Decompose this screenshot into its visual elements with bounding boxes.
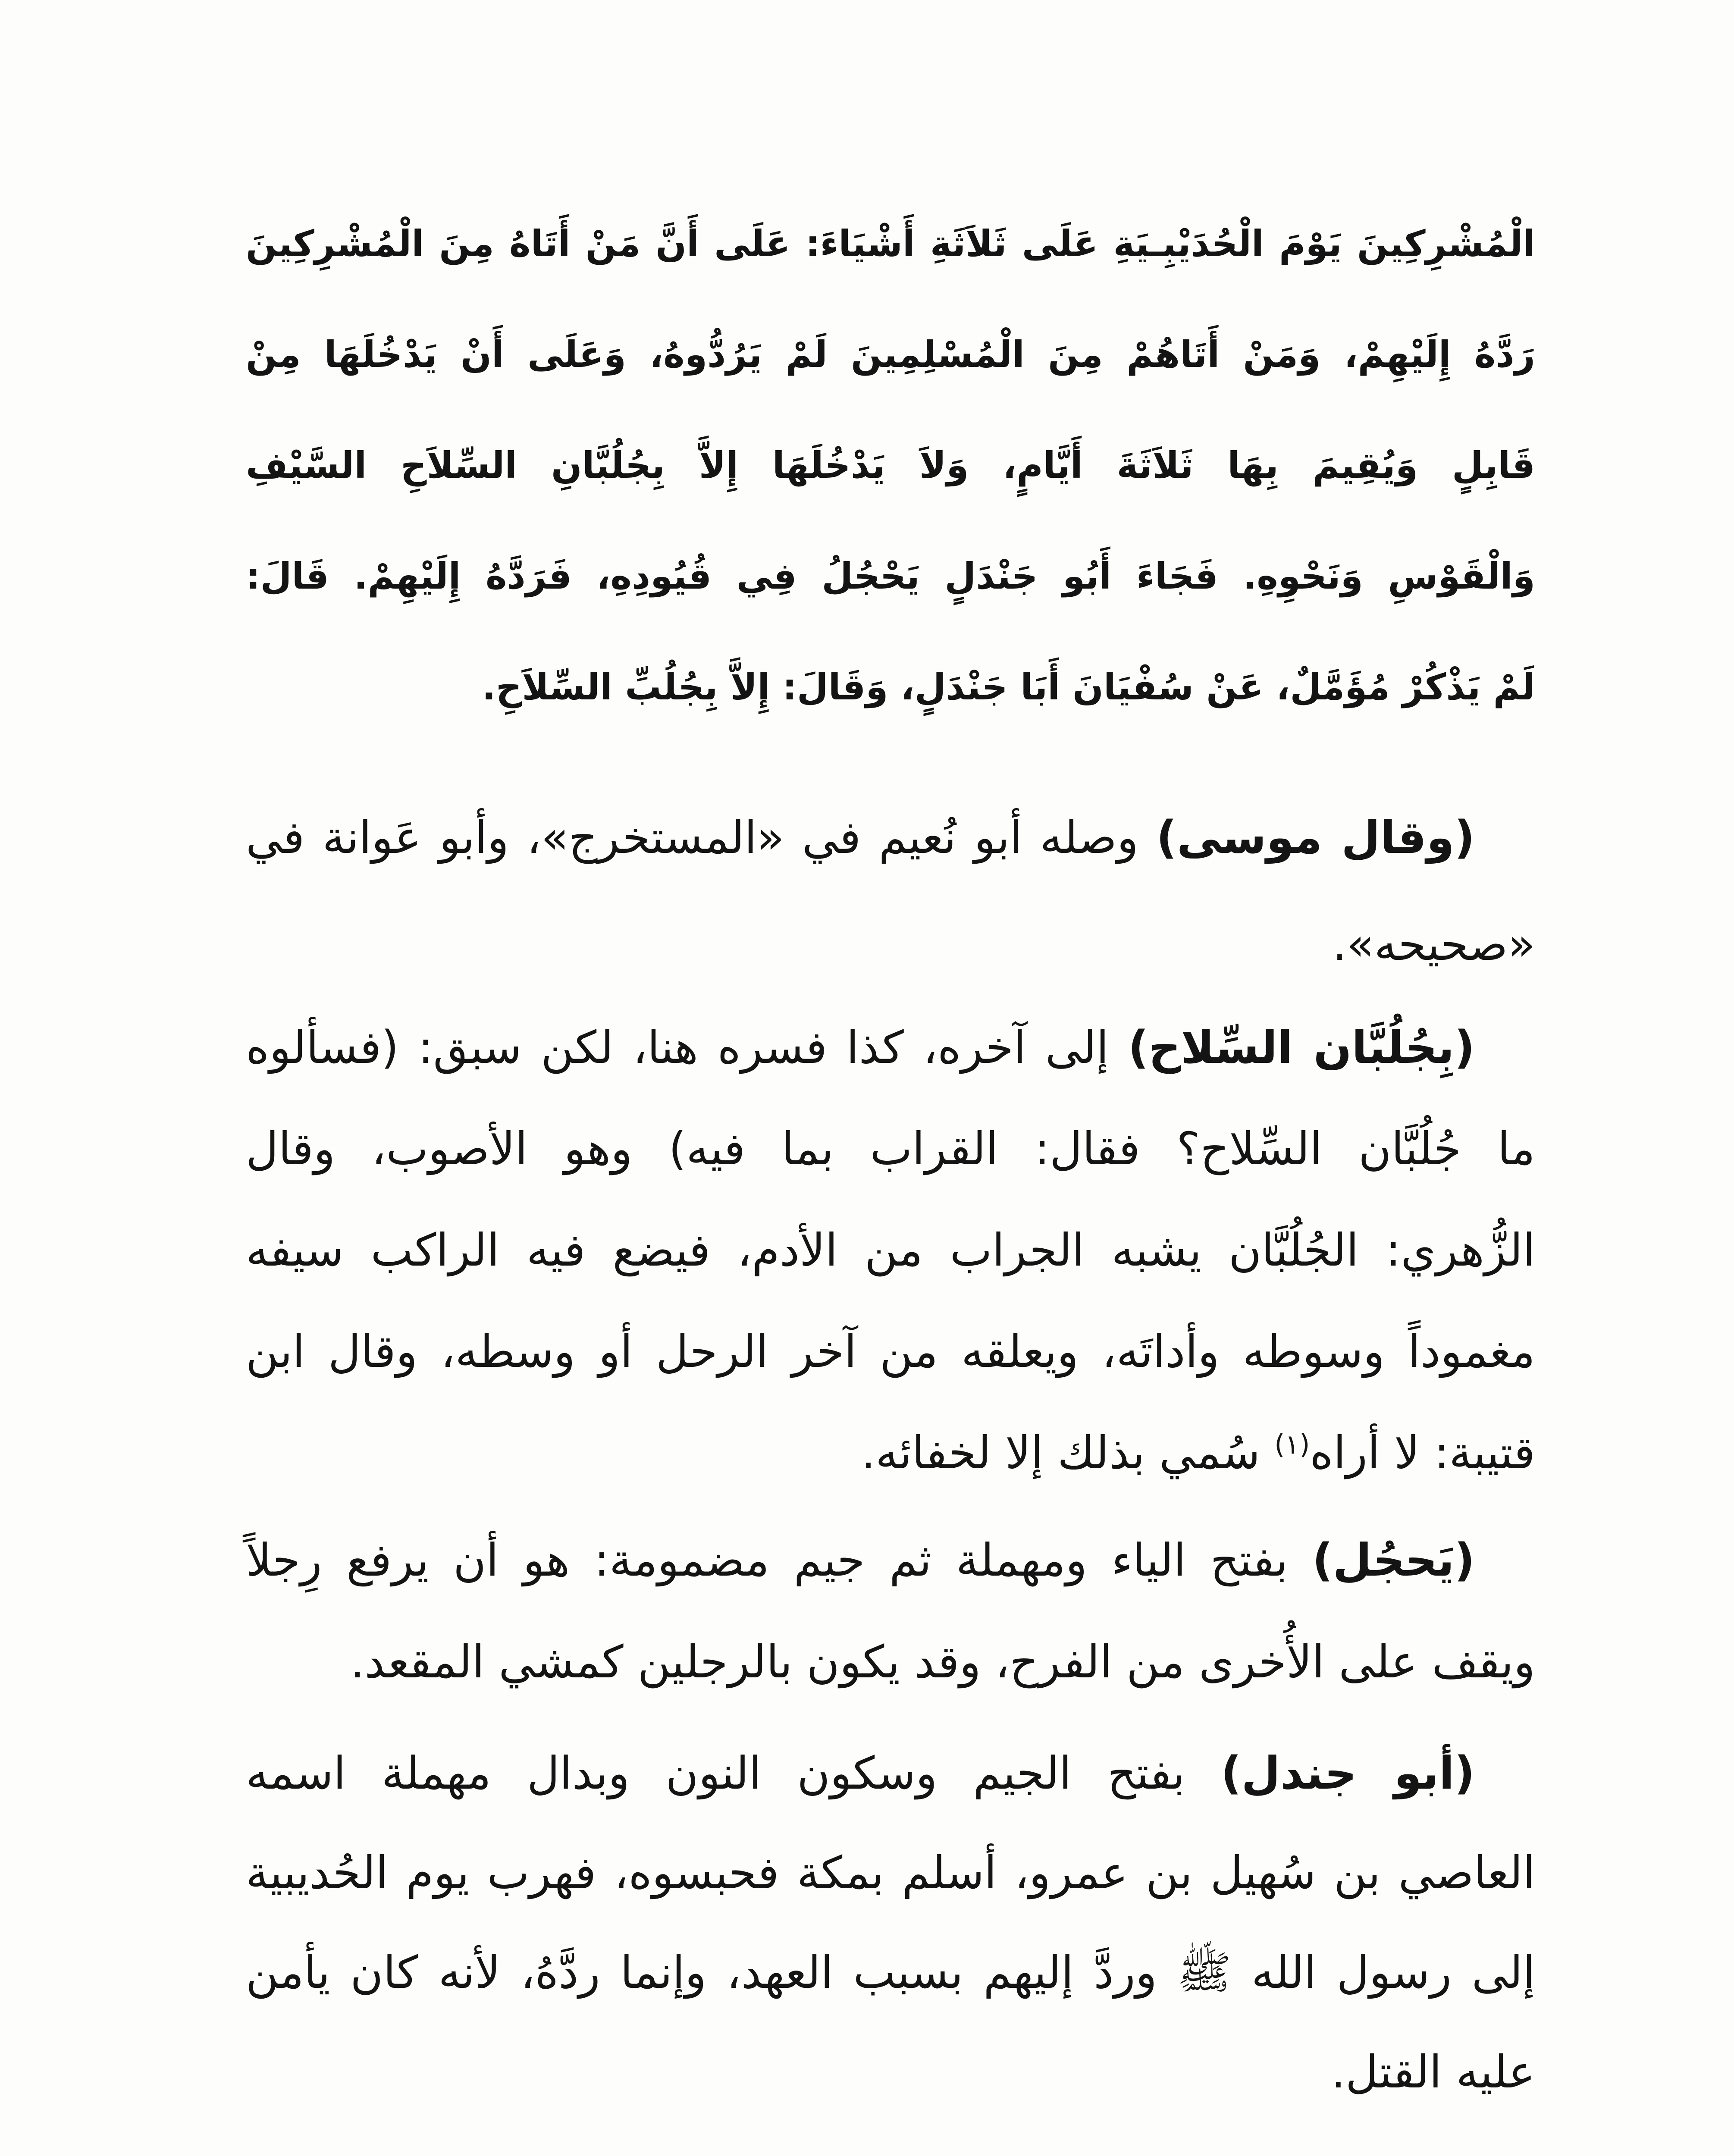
commentary-line: «صحيحه». — [1332, 918, 1535, 971]
commentary-text: قتيبة: لا أراه — [1310, 1426, 1535, 1479]
commentary-paragraph — [246, 997, 1535, 1510]
commentary-line: ما جُلُبَّان السِّلاح؟ فقال: القراب بما فيه) وهو الأصوب، وقال — [246, 1122, 1535, 1175]
hadith-line: قَابِلٍ وَيُقِيمَ بِهَا ثَلاَثَةَ أَيَّامٍ، وَلاَ يَدْخُلَهَا إِلاَّ بِجُلُبَّانِ السِّلاَحِ السَّيْفِ — [246, 444, 1535, 486]
commentary-text: وصله أبو نُعيم في «المستخرج»، وأبو عَوانة في — [246, 811, 1139, 864]
commentary-text: إلى آخره، كذا فسره هنا، لكن سبق: (فسألوه — [246, 1021, 1109, 1074]
commentary-paragraph — [246, 1509, 1535, 1713]
commentary-line — [246, 997, 1535, 1098]
lead-term: (يَحجُل) — [1312, 1534, 1475, 1586]
commentary-line — [246, 1509, 1535, 1611]
commentary-line — [246, 784, 1535, 891]
commentary-line — [246, 1724, 1535, 1823]
commentary-line: الزُّهري: الجُلُبَّان يشبه الجراب من الأدم، فيضع فيه الراكب سيفه — [246, 1224, 1535, 1276]
commentary-line: إلى رسول الله ﷺ وردَّ إليهم بسبب العهد، وإنما ردَّهُ، لأنه كان يأمن — [246, 1946, 1535, 1999]
commentary-line: مغموداً وسوطه وأداتَه، ويعلقه من آخر الرحل أو وسطه، وقال ابن — [246, 1325, 1535, 1378]
commentary-line: ويقف على الأُخرى من الفرح، وقد يكون بالرجلين كمشي المقعد. — [350, 1636, 1535, 1688]
hadith-line: وَالْقَوْسِ وَنَحْوِهِ. فَجَاءَ أَبُو جَنْدَلٍ يَحْجُلُ فِي قُيُودِهِ، فَرَدَّهُ إِلَيْهِمْ. قَالَ: — [246, 555, 1535, 597]
hadith-line: الْمُشْرِكِينَ يَوْمَ الْحُدَيْبِـيَةِ عَلَى ثَلاَثَةِ أَشْيَاءَ: عَلَى أَنَّ مَنْ أَتَاهُ مِنَ الْمُشْرِكِينَ — [246, 222, 1535, 265]
commentary-paragraph — [246, 784, 1535, 998]
commentary-text: سُمي بذلك إلا لخفائه. — [861, 1426, 1261, 1479]
commentary-line: العاصي بن سُهيل بن عمرو، أسلم بمكة فحبسوه، فهرب يوم الحُديبية — [246, 1846, 1535, 1899]
footnote-reference: (١) — [1274, 1428, 1310, 1460]
commentary-text: بفتح الجيم وسكون النون وبدال مهملة اسمه — [246, 1747, 1185, 1799]
hadith-text-block — [246, 188, 1535, 743]
lead-term: (أبو جندل) — [1221, 1747, 1475, 1799]
lead-term: (وقال موسى) — [1156, 811, 1475, 864]
commentary-paragraph — [246, 1724, 1535, 2122]
hadith-line: رَدَّهُ إِلَيْهِمْ، وَمَنْ أَتَاهُمْ مِنَ الْمُسْلِمِينَ لَمْ يَرُدُّوهُ، وَعَلَى أَنْ يَدْخُلَهَا مِنْ — [246, 333, 1535, 376]
lead-term: (بِجُلُبَّان السِّلاح) — [1128, 1021, 1475, 1074]
commentary-line — [246, 1402, 1535, 1510]
commentary-text: بفتح الياء ومهملة ثم جيم مضمومة: هو أن يرفع رِجلاً — [246, 1534, 1288, 1586]
commentary-line: عليه القتل. — [1331, 2046, 1535, 2098]
hadith-line: لَمْ يَذْكُرْ مُؤَمَّلٌ، عَنْ سُفْيَانَ أَبَا جَنْدَلٍ، وَقَالَ: إِلاَّ بِجُلُبِّ السِّلاَحِ. — [482, 666, 1535, 708]
